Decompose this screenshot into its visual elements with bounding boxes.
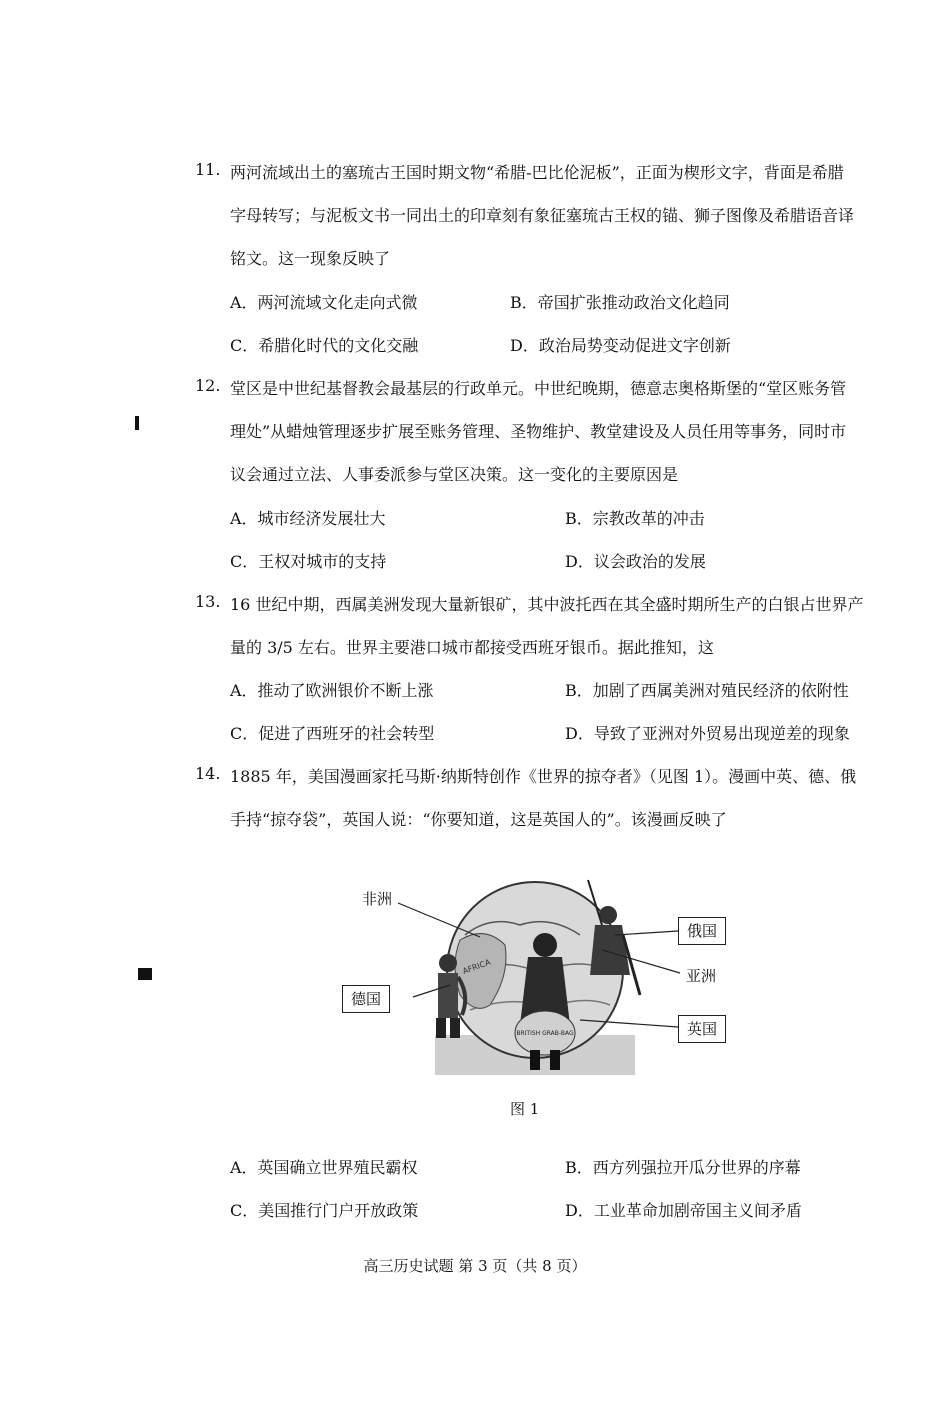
africa-map-label: AFRICA	[461, 957, 492, 976]
option-a[interactable]: A．城市经济发展壮大	[230, 509, 386, 528]
option-a[interactable]: A．英国确立世界殖民霸权	[230, 1158, 418, 1177]
question-number: 13.	[195, 592, 221, 611]
label-britain: 英国	[678, 1015, 726, 1043]
option-a[interactable]: A．两河流域文化走向式微	[230, 293, 418, 312]
figure-caption: 图 1	[510, 1100, 540, 1118]
grab-bag-label: BRITISH GRAB-BAG	[516, 1030, 574, 1037]
option-c[interactable]: C．王权对城市的支持	[230, 552, 387, 571]
scan-mark	[135, 416, 139, 430]
question-text: 两河流域出土的塞琉古王国时期文物“希腊-巴比伦泥板”，正面为楔形文字，背面是希腊	[230, 163, 844, 182]
option-d[interactable]: D．导致了亚洲对外贸易出现逆差的现象	[565, 724, 850, 743]
question-text: 理处”从蜡烛管理逐步扩展至账务管理、圣物维护、教堂建设及人员任用等事务，同时市	[230, 422, 847, 441]
label-africa: 非洲	[362, 890, 393, 908]
option-d[interactable]: D．议会政治的发展	[565, 552, 706, 571]
option-b[interactable]: B．西方列强拉开瓜分世界的序幕	[565, 1158, 801, 1177]
option-d[interactable]: D．政治局势变动促进文字创新	[510, 336, 731, 355]
label-germany: 德国	[342, 985, 390, 1013]
label-asia: 亚洲	[686, 967, 717, 985]
question-text: 堂区是中世纪基督教会最基层的行政单元。中世纪晚期，德意志奥格斯堡的“堂区账务管	[230, 379, 847, 398]
question-number: 11.	[195, 160, 221, 179]
question-text: 字母转写；与泥板文书一同出土的印章刻有象征塞琉古王权的锚、狮子图像及希腊语音译	[230, 206, 855, 225]
question-text: 1885 年，美国漫画家托马斯·纳斯特创作《世界的掠夺者》（见图 1）。漫画中英、德、俄	[230, 767, 857, 786]
option-d[interactable]: D．工业革命加剧帝国主义间矛盾	[565, 1201, 802, 1220]
question-text: 量的 3/5 左右。世界主要港口城市都接受西班牙银币。据此推知，这	[230, 638, 714, 657]
option-c[interactable]: C．促进了西班牙的社会转型	[230, 724, 435, 743]
option-b[interactable]: B．加剧了西属美洲对殖民经济的依附性	[565, 681, 849, 700]
option-c[interactable]: C．希腊化时代的文化交融	[230, 336, 419, 355]
question-text: 16 世纪中期，西属美洲发现大量新银矿，其中波托西在其全盛时期所生产的白银占世界产	[230, 595, 864, 614]
scan-mark	[138, 968, 152, 980]
question-number: 14.	[195, 764, 221, 783]
question-text: 铭文。这一现象反映了	[230, 249, 391, 268]
option-a[interactable]: A．推动了欧洲银价不断上涨	[230, 681, 434, 700]
figure-1	[340, 855, 740, 1085]
question-number: 12.	[195, 376, 221, 395]
option-b[interactable]: B．宗教改革的冲击	[565, 509, 705, 528]
question-text: 手持“掠夺袋”，英国人说：“你要知道，这是英国人的”。该漫画反映了	[230, 810, 727, 829]
option-b[interactable]: B．帝国扩张推动政治文化趋同	[510, 293, 730, 312]
cartoon-illustration	[340, 855, 740, 1085]
question-text: 议会通过立法、人事委派参与堂区决策。这一变化的主要原因是	[230, 465, 679, 484]
page-footer: 高三历史试题 第 3 页（共 8 页）	[363, 1257, 587, 1275]
label-russia: 俄国	[678, 917, 726, 945]
option-c[interactable]: C．美国推行门户开放政策	[230, 1201, 419, 1220]
